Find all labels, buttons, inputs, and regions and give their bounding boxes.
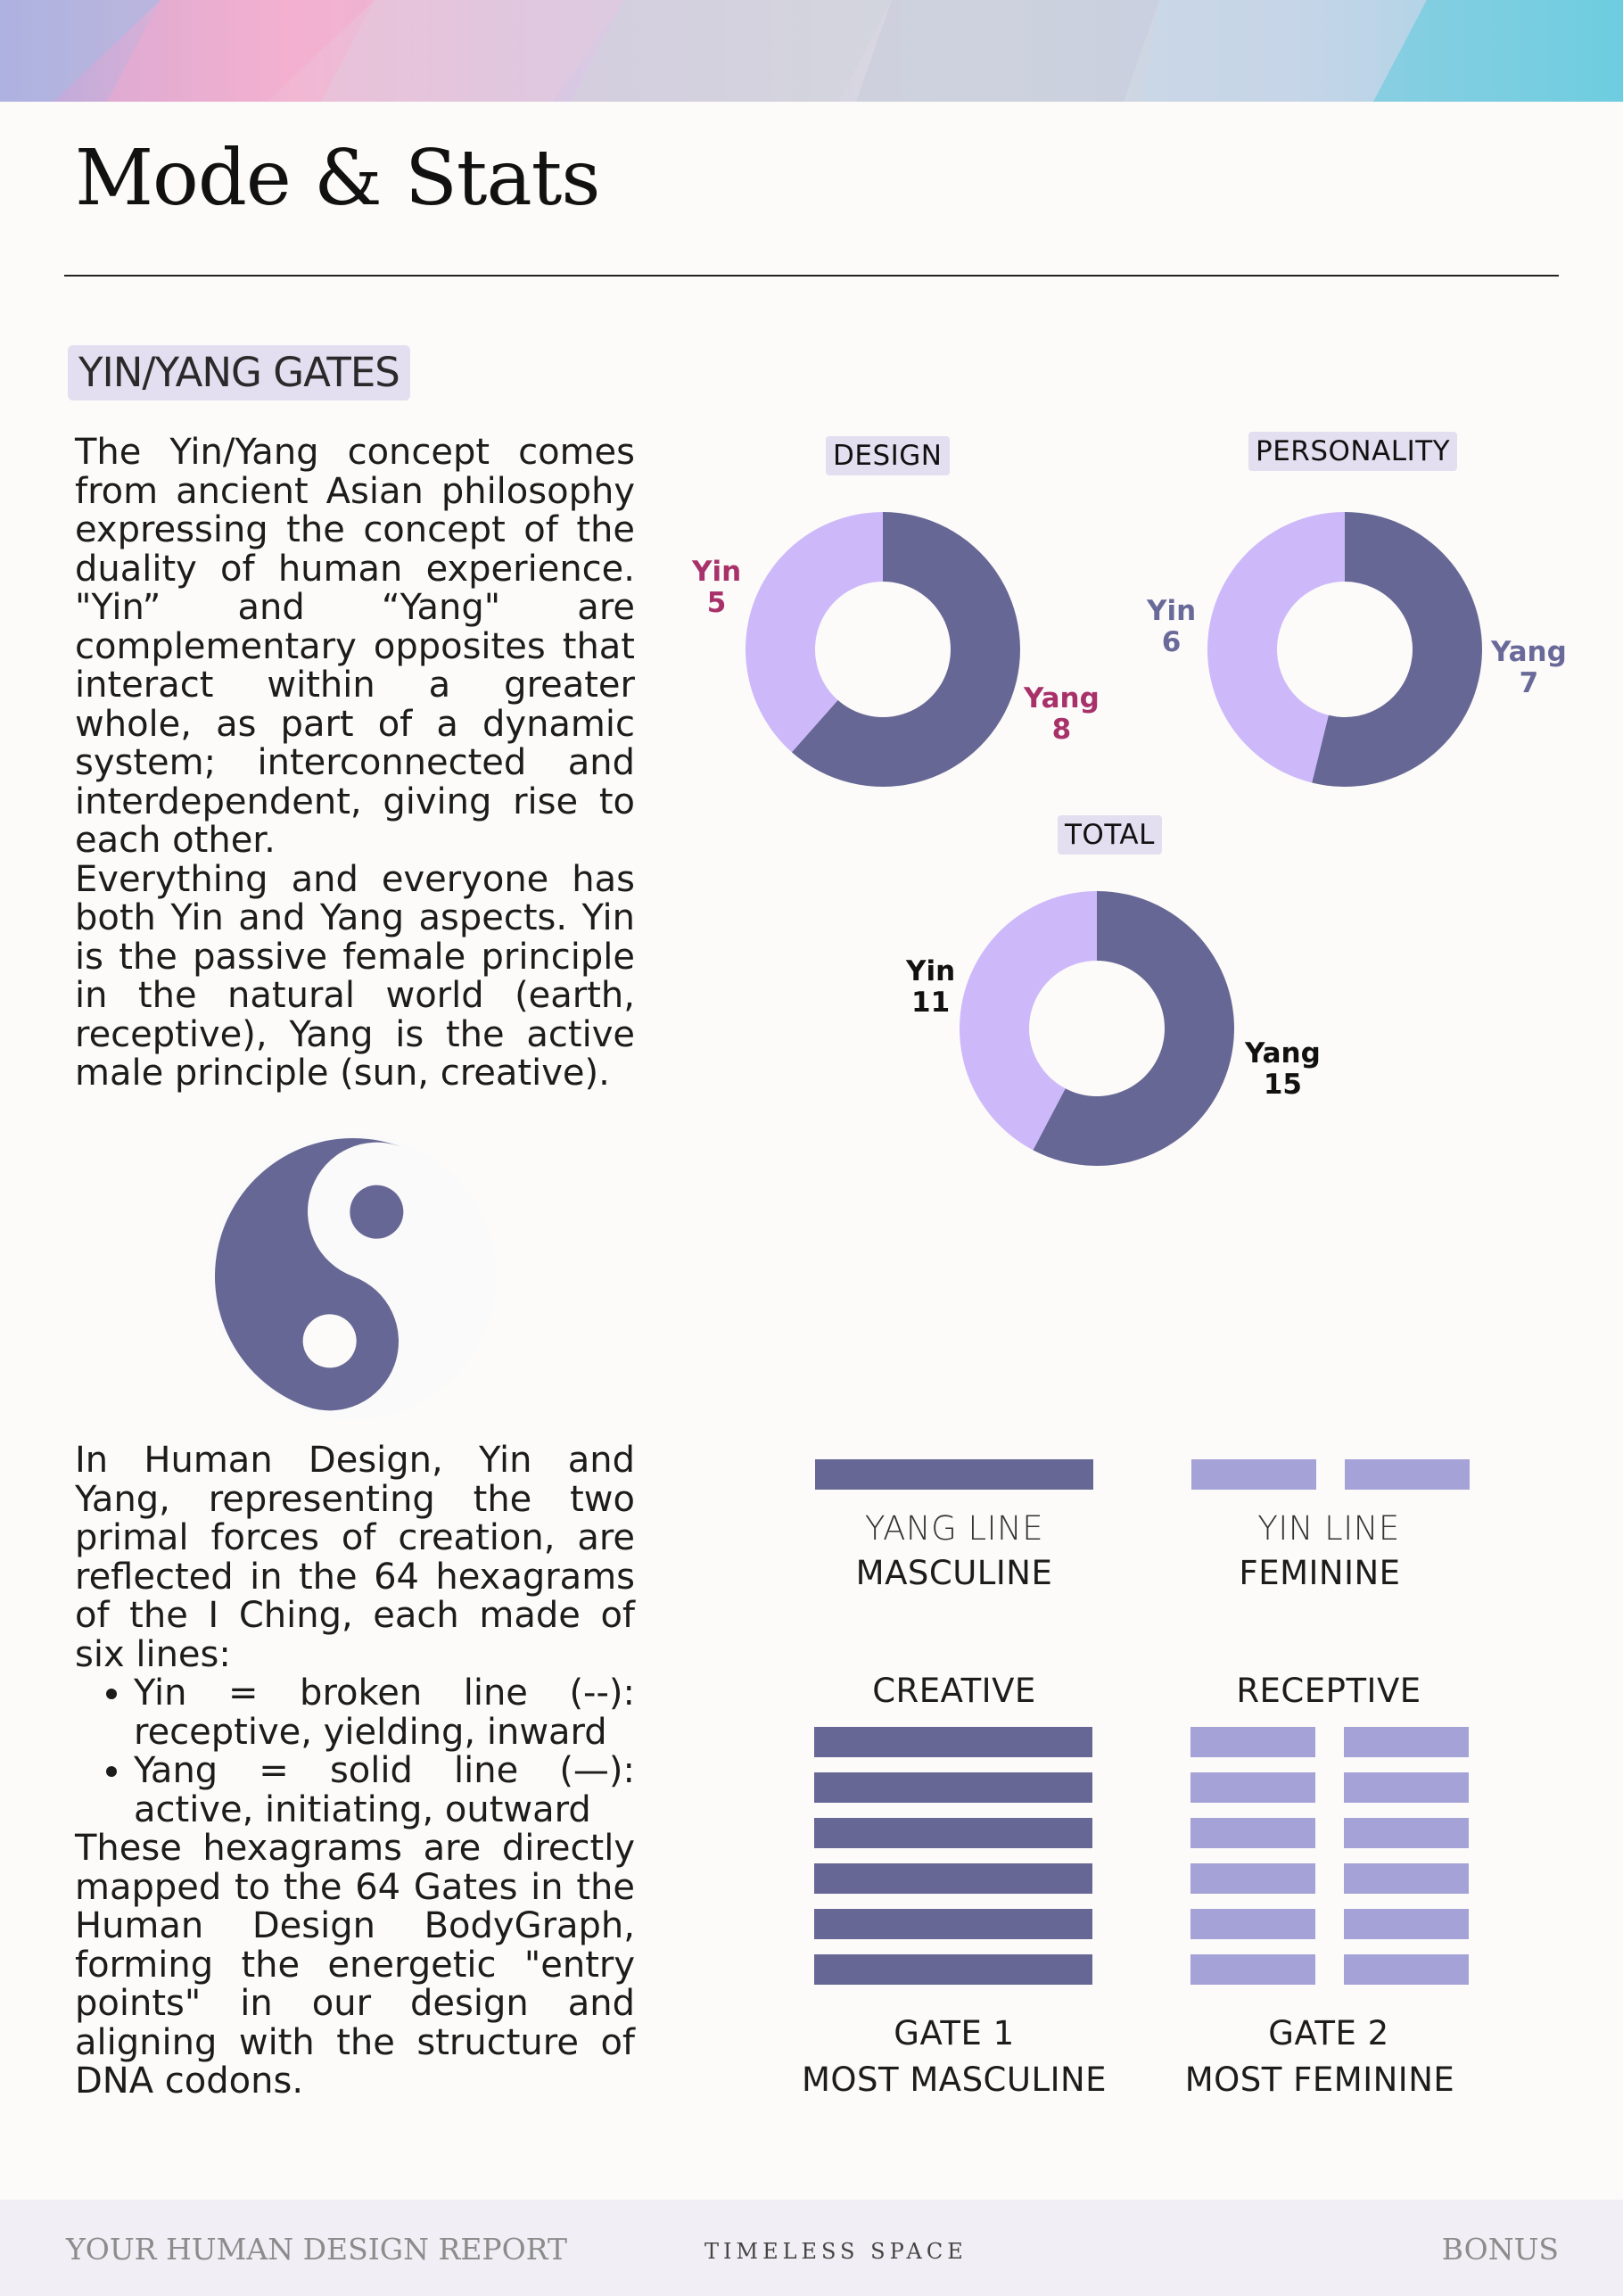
hexagram-broken-line-segment <box>1344 1909 1469 1939</box>
iching-text <box>75 1441 635 2102</box>
footer-brand: TIMELESS SPACE <box>704 2239 968 2264</box>
list-item: • Yin = broken line (--): receptive, yielding, inward <box>134 1674 635 1752</box>
design-yin-label: Yin 5 <box>692 556 742 619</box>
hexagram-broken-line-segment <box>1344 1772 1469 1803</box>
gate2-title: GATE 2 <box>1268 2014 1389 2052</box>
hexagram-solid-line <box>814 1727 1092 1757</box>
total-donut-chart <box>958 889 1236 1168</box>
total-yang-label: Yang 15 <box>1245 1037 1321 1101</box>
line-type-list <box>75 1674 635 1829</box>
hexagram-broken-line-segment <box>1344 1954 1469 1985</box>
yin-line-bar-right <box>1345 1459 1470 1490</box>
yin-line-title: YIN LINE <box>1257 1509 1400 1548</box>
yin-line-subtitle: FEMININE <box>1239 1554 1401 1592</box>
title-divider <box>64 275 1559 277</box>
total-yin-label: Yin 11 <box>906 955 956 1019</box>
hexagram-broken-line-segment <box>1190 1772 1315 1803</box>
hexagram-broken-line-segment <box>1344 1818 1469 1848</box>
hexagram-broken-line-segment <box>1190 1954 1315 1985</box>
section-heading: YIN/YANG GATES <box>68 345 410 401</box>
design-donut-chart <box>744 510 1022 789</box>
hexagram-solid-line <box>814 1772 1092 1803</box>
yang-line-subtitle: MASCULINE <box>855 1554 1053 1592</box>
yin-yang-icon <box>202 1129 505 1424</box>
page-title: Mode & Stats <box>75 134 600 223</box>
intro-text <box>75 434 635 1094</box>
gate2-subtitle: MOST FEMININE <box>1184 2061 1455 2099</box>
hexagram-solid-line <box>814 1954 1092 1985</box>
footer-section: BONUS <box>1441 2232 1559 2267</box>
personality-chart-title: PERSONALITY <box>1248 432 1457 471</box>
intro-paragraph-2: Everything and everyone has both Yin and Yang aspects. Yin is the passive female principle in the natural world (earth, receptive), Yang is the active male principle (sun, creative). <box>75 858 635 1094</box>
personality-yin-label: Yin 6 <box>1147 595 1197 658</box>
list-item: • Yang = solid line (—): active, initiating, outward <box>134 1752 635 1829</box>
hexagram-solid-line <box>814 1818 1092 1848</box>
yin-line-bar-left <box>1191 1459 1316 1490</box>
design-yang-label: Yang 8 <box>1024 682 1100 746</box>
yang-line-title: YANG LINE <box>864 1509 1044 1548</box>
hexagram-broken-line-segment <box>1190 1818 1315 1848</box>
gate1-subtitle: MOST MASCULINE <box>801 2061 1108 2099</box>
iching-paragraph-2: These hexagrams are directly mapped to the 64 Gates in the Human Design BodyGraph, forming the energetic "entry points" in our design and aligning with the structure of DNA codons. <box>75 1828 635 2102</box>
intro-paragraph-1: The Yin/Yang concept comes from ancient Asian philosophy expressing the concept of the duality of human experience. "Yin” and “Yang" are complementary opposites that interact within a greater whole, as part of a dynamic system; interconnected and interdependent, giving rise to each other. <box>75 432 635 861</box>
iching-paragraph-1: In Human Design, Yin and Yang, representing the two primal forces of creation, are reflected in the 64 hexagrams of the I Ching, each made of six lines: <box>75 1440 635 1675</box>
hexagram-solid-line <box>814 1863 1092 1894</box>
hexagram-broken-line-segment <box>1344 1863 1469 1894</box>
yang-line-bar <box>815 1459 1093 1490</box>
footer-report-name: YOUR HUMAN DESIGN REPORT <box>66 2232 567 2267</box>
design-chart-title: DESIGN <box>826 436 950 475</box>
personality-yang-label: Yang 7 <box>1491 636 1567 699</box>
hexagram-broken-line-segment <box>1190 1863 1315 1894</box>
hexagram-broken-line-segment <box>1190 1727 1315 1757</box>
hexagram-broken-line-segment <box>1190 1909 1315 1939</box>
footer <box>0 2200 1623 2296</box>
gate2-heading: RECEPTIVE <box>1236 1672 1421 1710</box>
total-chart-title: TOTAL <box>1058 815 1162 855</box>
header-banner <box>0 0 1623 102</box>
hexagram-broken-line-segment <box>1344 1727 1469 1757</box>
gate1-title: GATE 1 <box>894 2014 1015 2052</box>
gate1-heading: CREATIVE <box>872 1672 1036 1710</box>
hexagram-solid-line <box>814 1909 1092 1939</box>
personality-donut-chart <box>1206 510 1484 789</box>
